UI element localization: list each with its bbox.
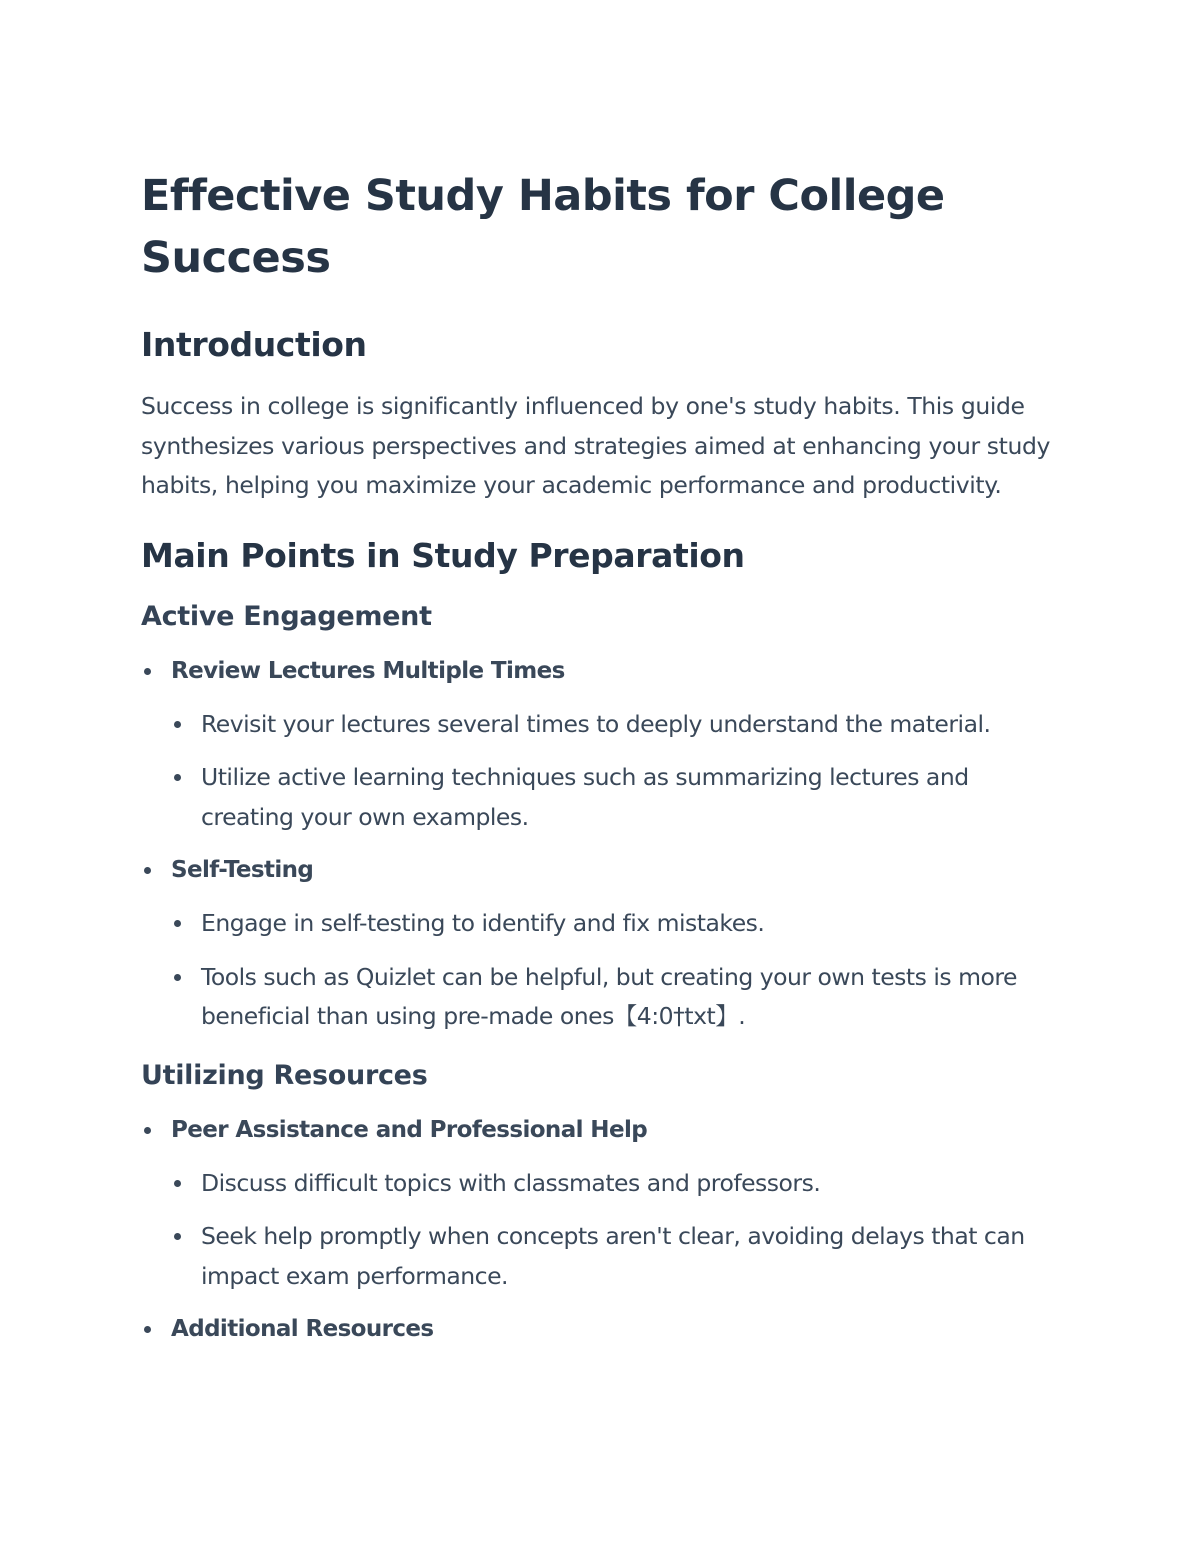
sub-list-item-text: Seek help promptly when concepts aren't clear, avoiding delays that can impact exam performance. (201, 1222, 1025, 1290)
bullet-icon (174, 1233, 181, 1240)
sub-list (171, 904, 1061, 1037)
list-item-label: Peer Assistance and Professional Help (171, 1116, 648, 1143)
bullet-icon (174, 774, 181, 781)
utilizing-resources-heading: Utilizing Resources (141, 1059, 428, 1091)
sub-list-item (171, 758, 1061, 837)
sub-list-item (171, 904, 1061, 944)
active-engagement-list (141, 652, 1061, 1037)
list-item-label: Additional Resources (171, 1316, 434, 1342)
document-title: Effective Study Habits for College Success (141, 171, 945, 283)
bullet-icon (174, 721, 181, 728)
sub-list-item-text: Utilize active learning techniques such as summarizing lectures and creating your own examples. (201, 763, 969, 831)
bullet-icon (144, 867, 151, 874)
bullet-icon (174, 974, 181, 981)
sub-list-item-text: Discuss difficult topics with classmates and professors. (201, 1168, 821, 1197)
sub-list-item (171, 1164, 1061, 1204)
document-page (141, 165, 1061, 1363)
sub-list-item (171, 958, 1061, 1037)
list-item (141, 1111, 1061, 1297)
bullet-icon (174, 1180, 181, 1187)
sub-list (171, 1164, 1061, 1297)
list-item (141, 851, 1061, 1037)
active-engagement-heading: Active Engagement (141, 600, 432, 632)
bullet-icon (174, 920, 181, 927)
list-item (141, 1310, 1061, 1349)
sub-list (171, 705, 1061, 838)
bullet-icon (144, 1127, 151, 1134)
bullet-icon (144, 668, 151, 675)
list-item-label: Self-Testing (171, 857, 314, 883)
introduction-heading: Introduction (141, 325, 367, 364)
sub-list-item-text: Tools such as Quizlet can be helpful, but creating your own tests is more beneficial than using pre-made ones【4:0†txt】. (201, 962, 1017, 1030)
sub-list-item (171, 1217, 1061, 1296)
list-item-label: Review Lectures Multiple Times (171, 657, 565, 684)
sub-list-item-text: Revisit your lectures several times to deeply understand the material. (201, 709, 991, 738)
utilizing-resources-list (141, 1111, 1061, 1350)
list-item (141, 652, 1061, 838)
bullet-icon (144, 1326, 151, 1333)
introduction-paragraph: Success in college is significantly influenced by one's study habits. This guide synthesizes various perspectives and strategies aimed at enhancing your study habits, helping you maximize your academic performance and productivity. (141, 392, 1050, 499)
main-points-heading: Main Points in Study Preparation (141, 535, 745, 575)
sub-list-item-text: Engage in self-testing to identify and fix mistakes. (201, 909, 765, 937)
sub-list-item (171, 705, 1061, 745)
